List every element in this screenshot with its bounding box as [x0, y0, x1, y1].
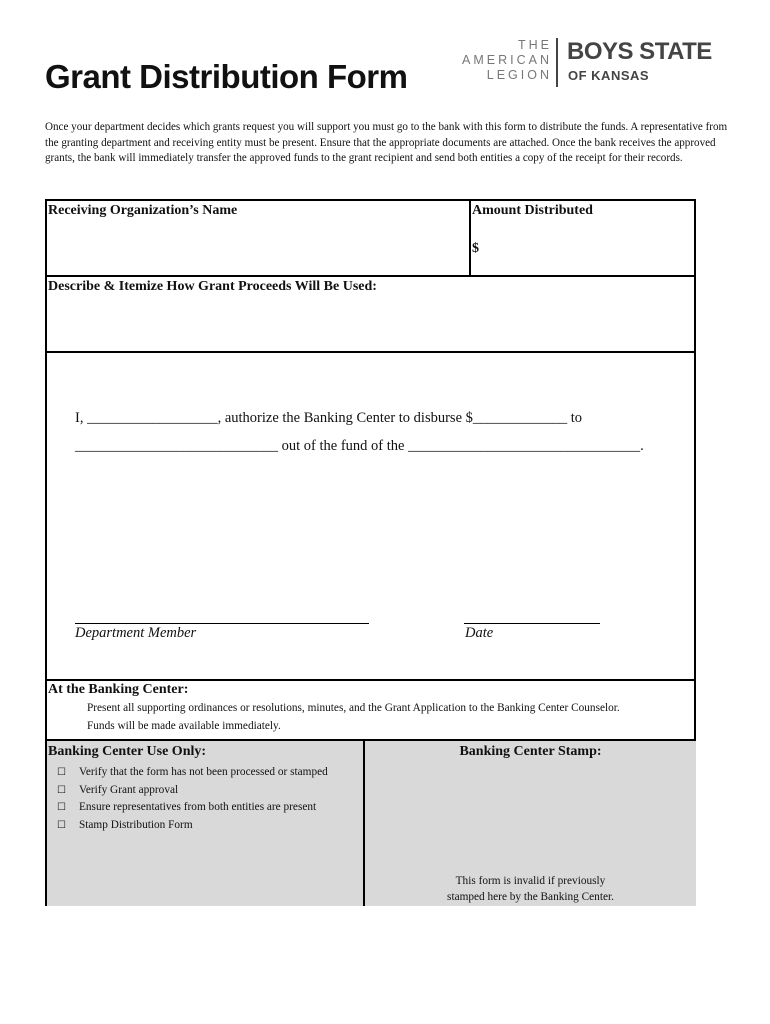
american-legion-boys-state-logo	[458, 38, 738, 90]
stamp-note	[365, 873, 696, 905]
grant-form	[45, 199, 696, 906]
checklist-item[interactable]	[57, 799, 328, 817]
checklist-item[interactable]	[57, 782, 328, 800]
banking-center-line-1: Present all supporting ordinances or resolutions, minutes, and the Grant Application to the Banking Center Counselor.	[87, 702, 620, 714]
banking-center-heading: At the Banking Center:	[48, 682, 189, 697]
checklist-item-label: Verify that the form has not been processed or stamped	[79, 766, 328, 778]
checklist-item-label: Ensure representatives from both entities are present	[79, 801, 317, 814]
page-title: Grant Distribution Form	[45, 58, 408, 95]
amount-label: Amount Distributed	[472, 203, 593, 218]
checklist-item[interactable]	[57, 764, 328, 782]
stamp-note-line-2: stamped here by the Banking Center.	[447, 891, 614, 903]
describe-label: Describe & Itemize How Grant Proceeds Will Be Used:	[48, 279, 377, 294]
stamp-note-line-1: This form is invalid if previously	[455, 875, 606, 887]
dollar-sign: $	[472, 241, 479, 256]
logo-line-1: THE	[518, 38, 552, 52]
checklist	[57, 764, 328, 834]
stamp-heading: Banking Center Stamp:	[459, 744, 602, 759]
checkbox-icon[interactable]: ☐	[57, 802, 66, 814]
department-member-label: Department Member	[75, 625, 197, 641]
logo-brand-line-2: OF KANSAS	[568, 68, 650, 83]
banking-center-line-2: Funds will be made available immediately.	[87, 720, 281, 732]
date-label: Date	[465, 625, 494, 641]
checkbox-icon[interactable]: ☐	[57, 784, 66, 796]
row1-divider	[469, 201, 471, 275]
divider-2	[47, 351, 694, 353]
logo-divider	[556, 38, 558, 87]
logo-american-legion-text	[462, 38, 552, 83]
checklist-item-label: Verify Grant approval	[79, 783, 179, 796]
divider-1	[47, 275, 694, 277]
date-signature-line[interactable]	[464, 623, 600, 624]
divider-3	[47, 679, 694, 681]
use-only-heading: Banking Center Use Only:	[48, 744, 207, 759]
checklist-item[interactable]	[57, 817, 328, 835]
authorize-line-2: ____________________________ out of the fund of the ________________________________.	[75, 438, 644, 454]
receiving-org-label: Receiving Organization’s Name	[48, 203, 238, 218]
logo-brand-line-1: BOYS STATE	[567, 38, 712, 65]
department-member-signature-line[interactable]	[75, 623, 369, 624]
checklist-item-label: Stamp Distribution Form	[79, 818, 193, 831]
logo-line-2: AMERICAN	[462, 53, 552, 67]
checkbox-icon[interactable]: ☐	[57, 819, 66, 831]
intro-paragraph: Once your department decides which grants request you will support you must go to the bank with this form to distribute the funds. A representative from the granting department and receiving entity must be present. Ensure that the appropriate documents are attached. Once the bank receives the approved grants, the bank will immediately transfer the approved funds to the grant recipient and send both entities a copy of the receipt for their records.	[45, 121, 728, 164]
authorize-line-1: I, __________________, authorize the Banking Center to disburse $_____________ to	[75, 410, 583, 426]
checkbox-icon[interactable]: ☐	[57, 767, 66, 778]
logo-line-3: LEGION	[486, 68, 552, 82]
